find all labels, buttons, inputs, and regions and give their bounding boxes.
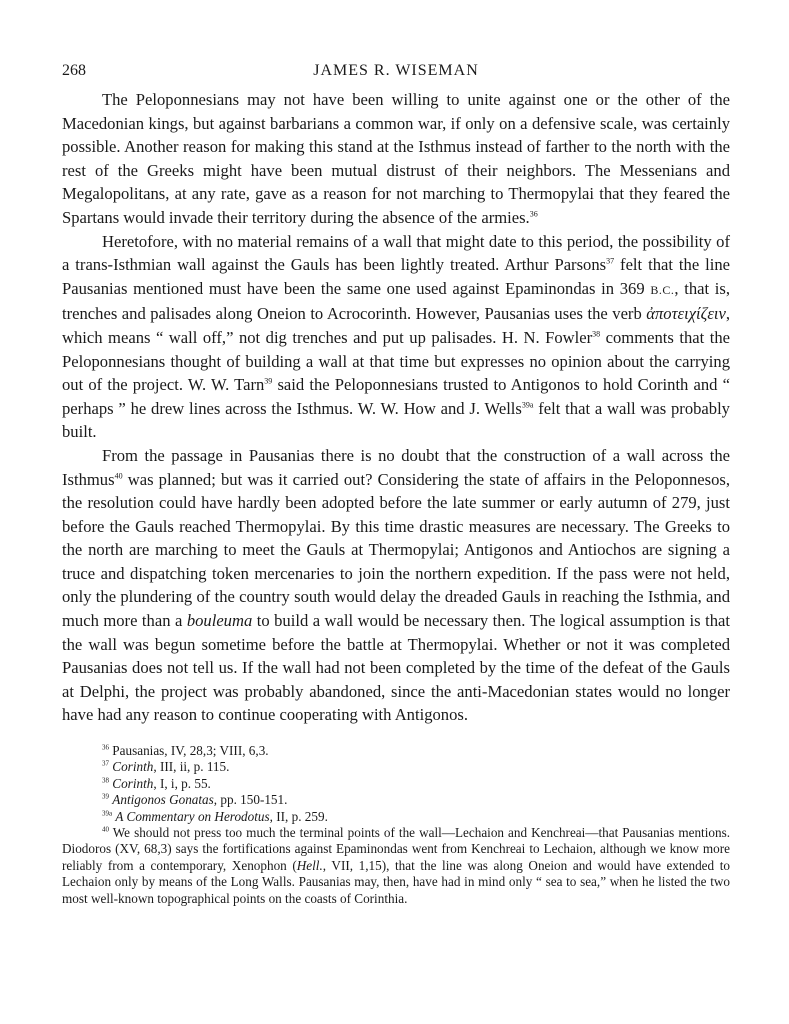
footnote-37: $^{37}$ Corinth, III, ii, p. 115. — [102, 759, 230, 775]
body-text — [62, 88, 730, 727]
running-head: JAMES R. WISEMAN — [313, 62, 479, 79]
italic-term: bouleuma — [186, 611, 253, 631]
page-number: 268 — [62, 62, 86, 79]
footnote-39: $^{39}$ Antigonos Gonatas, pp. 150-151. — [102, 792, 288, 808]
paragraph-2: Heretofore, with no material remains of a wall that might date to this period, the possibility of a trans-Isthmian wall against the Gauls has been lightly treated. Arthur Parsons$^{37}$ felt that the line Pausanias mentioned must have been the same one used against Epaminondas in 369 B.C., that is, trenches and palisades along Oneion to Acrocorinth. However, Pausanias uses the verb ἀποτειχίζειν, which means “ wall off,” not dig trenches and put up palisades. H. N. Fowler$^{38}$ comments that the Peloponnesians thought of building a wall at that time but expresses no opinion about the carrying out of the project. W. W. Tarn$^{39}$ said the Peloponnesians trusted to Antigonos to hold Corinth and “ perhaps ” he drew lines across the Isthmus. W. W. How and J. Wells$^{39a}$ felt that a wall was probably built. — [62, 231, 731, 442]
footnote-ref-38[interactable]: 38 — [592, 329, 601, 339]
footnote-ref-40[interactable]: 40 — [114, 470, 123, 480]
page — [62, 58, 730, 907]
era-abbreviation: B.C. — [650, 282, 675, 297]
footnote-ref-37[interactable]: 37 — [606, 256, 615, 266]
footnote-39a: $^{39a}$ A Commentary on Herodotus, II, p. 259. — [102, 808, 328, 824]
footnote-ref-36[interactable]: 36 — [529, 209, 538, 219]
paragraph-3: From the passage in Pausanias there is no doubt that the construction of a wall across the Isthmus$^{40}$ was planned; but was it carried out? Considering the state of affairs in the Peloponnesos, the resolution could have hardly been adopted before the late summer or early autumn of 279, just before the Gauls reached Thermopylai. By this time drastic measures are necessary. The Greeks to the north are marching to meet the Gauls at Thermopylai; Antigonos and Antiochos are signing a truce and dispatching token mercenaries to join the northern expedition. If the pass were not held, only the plundering of the country south would delay the dreaded Gauls in reaching the Isthmia, and much more than a bouleuma to build a wall would be necessary then. The logical assumption is that the wall was begun sometime before the battle at Thermopylai. Whether or not it was completed Pausanias does not tell us. If the wall had not been completed by the time of the defeat of the Gauls at Delphi, the project was probably abandoned, since the anti-Macedonian states would no longer have had any reason to continue cooperating with Antigonos. — [62, 445, 730, 725]
footnote-ref-39a[interactable]: 39a — [521, 400, 534, 410]
footnotes — [62, 743, 730, 907]
paragraph-1: The Peloponnesians may not have been willing to unite against one or the other of the Macedonian kings, but against barbarians a common war, if only on a defensive scale, was certainly possible. Another reason for making this stand at the Isthmus instead of farther to the north with the rest of the Greeks might have been mutual distrust of their neighbors. The Messenians and Megalopolitans, at any rate, gave as a reason for not marching to Thermopylai that they feared the Spartans would invade their territory during the absence of the armies.$^{36}$ — [62, 90, 730, 227]
footnote-38: $^{38}$ Corinth, I, i, p. 55. — [102, 775, 211, 791]
footnote-ref-39[interactable]: 39 — [264, 376, 273, 386]
page-header — [62, 58, 730, 88]
footnote-36: $^{36}$ Pausanias, IV, 28,3; VIII, 6,3. — [102, 743, 269, 759]
greek-term: ἀποτειχίζειν — [646, 304, 726, 324]
footnote-40: $^{40}$ We should not press too much the terminal points of the wall—Lechaion and Kenchreai—that Pausanias mentions. Diodoros (XV, 68,3) says the fortifications against Epaminondas went from Kenchreai to Lechaion, although we know more reliably from a contemporary, Xenophon (Hell., VII, 1,15), that the line was along Oneion and would have extended to Lechaion only by means of the Long Walls. Pausanias may, then, have had in mind only “ sea to sea,” when he listed the two most well-known topographical points on the coasts of Corinthia. — [62, 825, 730, 906]
